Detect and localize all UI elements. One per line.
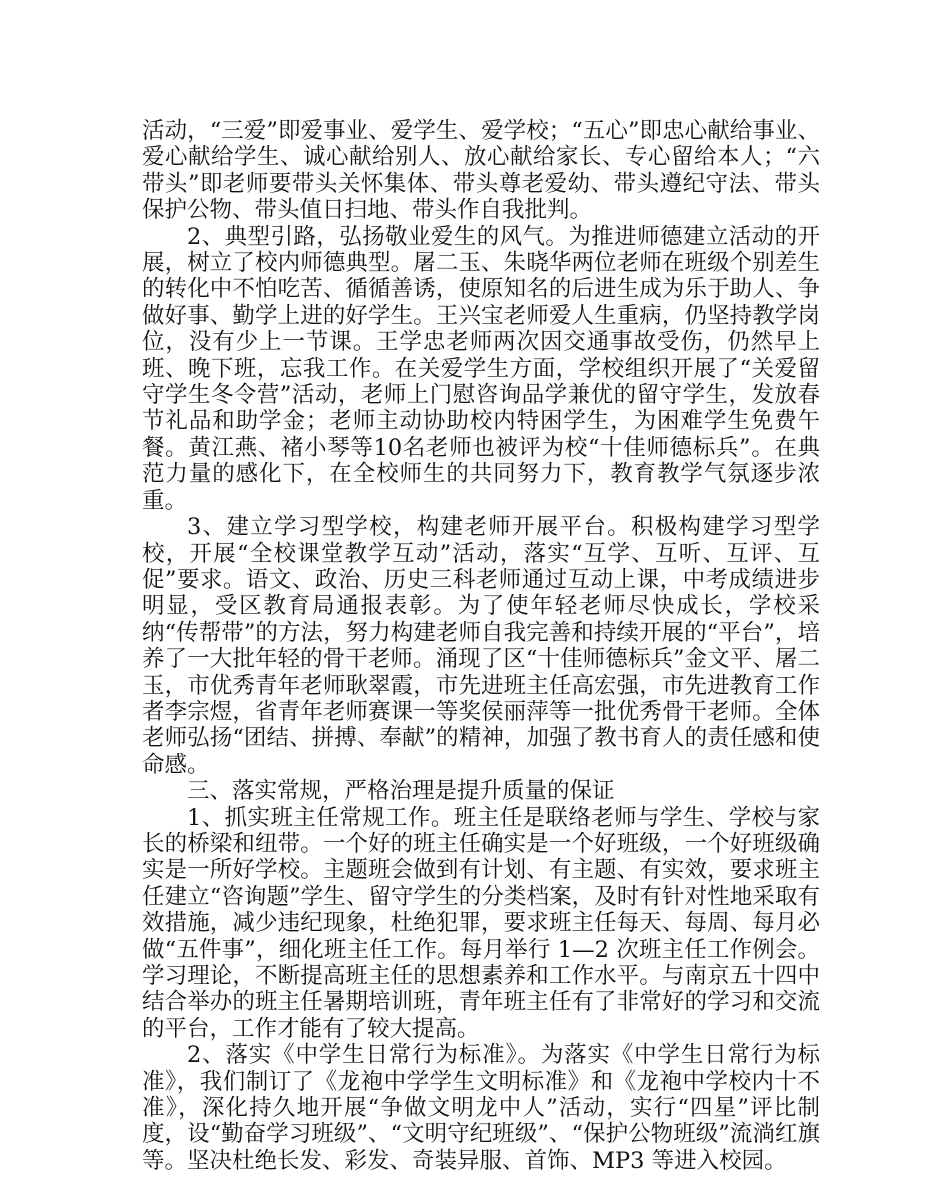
paragraph-3: 3、建立学习型学校，构建老师开展平台。积极构建学习型学校，开展“全校课堂教学互动”活动，落实“互学、互听、互评、互促”要求。语文、政治、历史三科老师通过互动上课，中考成绩进步明显，受区教育局通报表彰。为了使年轻老师尽快成长，学校采纳“传帮带”的方法，努力构建老师自我完善和持续开展的“平台”，培养了一大批年轻的骨干老师。涌现了区“十佳师德标兵”金文平、屠二玉，市优秀青年老师耿翠霞，市先进班主任高宏强，市先进教育工作者李宗煜，省青年老师赛课一等奖侯丽萍等一批优秀骨干老师。全体老师弘扬“团结、拼搏、奉献”的精神，加强了教书育人的责任感和使命感。	[142, 514, 820, 778]
paragraph-4: 1、抓实班主任常规工作。班主任是联络老师与学生、学校与家长的桥梁和纽带。一个好的班主任确实是一个好班级，一个好班级确实是一所好学校。主题班会做到有计划、有主题、有实效，要求班主任建立“咨询题”学生、留守学生的分类档案，及时有针对性地采取有效措施，减少违纪现象，杜绝犯罪，要求班主任每天、每周、每月必做“五件事”，细化班主任工作。每月举行 1—2 次班主任工作例会。学习理论，不断提高班主任的思想素养和工作水平。与南京五十四中结合举办的班主任暑期培训班，青年班主任有了非常好的学习和交流的平台，工作才能有了较大提高。	[142, 804, 820, 1042]
paragraph-5: 2、落实《中学生日常行为标准》。为落实《中学生日常行为标准》，我们制订了《龙袍中学学生文明标准》和《龙袍中学校内十不准》，深化持久地开展“争做文明龙中人”活动，实行“四星”评比制度，设“勤奋学习班级”、“文明守纪班级”、“保护公物班级”流淌红旗等。坚决杜绝长发、彩发、奇装异服、首饰、MP3 等进入校园。	[142, 1042, 820, 1174]
paragraph-1: 活动，“三爱”即爱事业、爱学生、爱学校；“五心”即忠心献给事业、爱心献给学生、诚心献给别人、放心献给家长、专心留给本人；“六带头”即老师要带头关怀集体、带头尊老爱幼、带头遵纪守法、带头保护公物、带头值日扫地、带头作自我批判。	[142, 118, 820, 224]
document-page	[142, 118, 820, 1174]
section-heading: 三、落实常规，严格治理是提升质量的保证	[187, 778, 615, 805]
paragraph-2: 2、典型引路，弘扬敬业爱生的风气。为推进师德建立活动的开展，树立了校内师德典型。屠二玉、朱晓华两位老师在班级个别差生的转化中不怕吃苦、循循善诱，使原知名的后进生成为乐于助人、争做好事、勤学上进的好学生。王兴宝老师爱人生重病，仍坚持教学岗位，没有少上一节课。王学忠老师两次因交通事故受伤，仍然早上班、晚下班，忘我工作。在关爱学生方面，学校组织开展了“关爱留守学生冬令营”活动，老师上门慰咨询品学兼优的留守学生，发放春节礼品和助学金；老师主动协助校内特困学生，为困难学生免费午餐。黄江燕、褚小琴等10名老师也被评为校“十佳师德标兵”。在典范力量的感化下，在全校师生的共同努力下，教育教学气氛逐步浓重。	[142, 223, 820, 514]
